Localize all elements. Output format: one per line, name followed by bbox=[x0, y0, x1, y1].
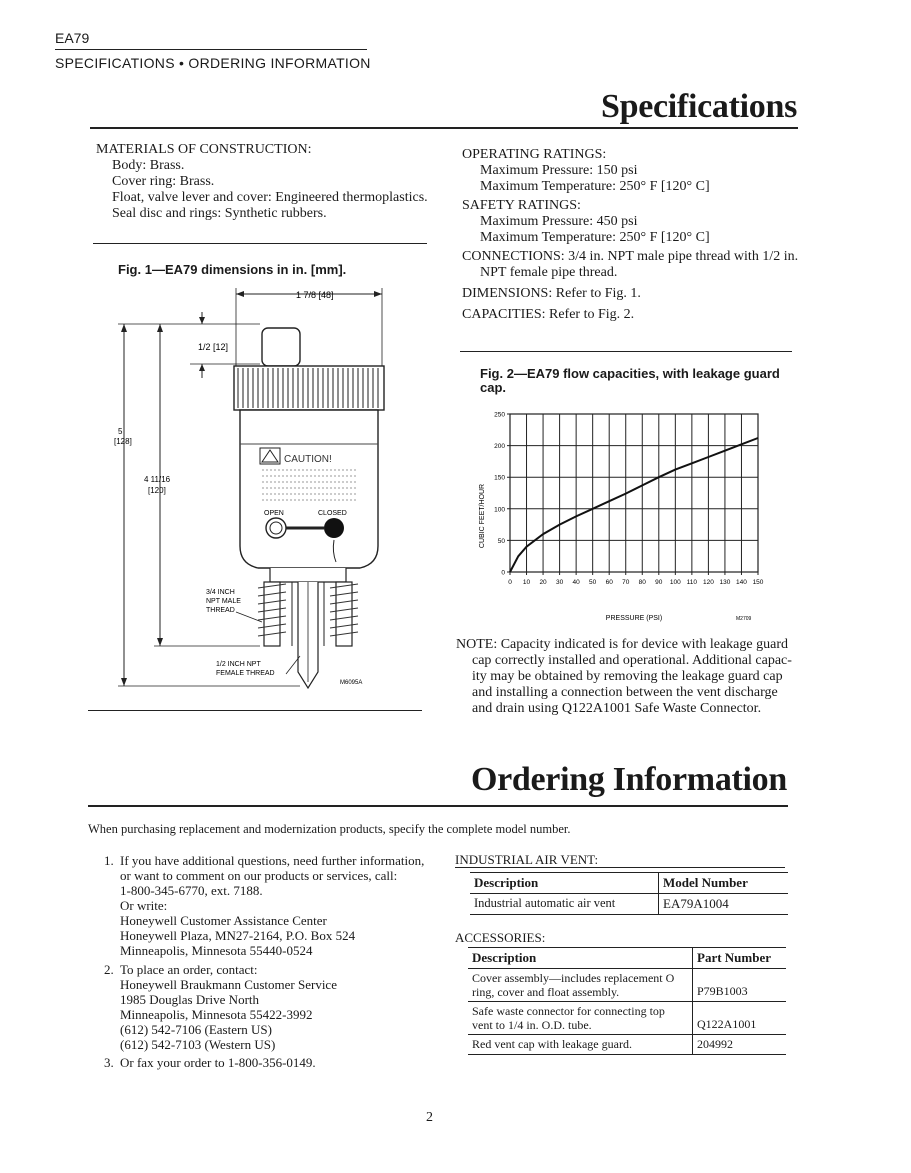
fig1-dimension-drawing bbox=[110, 282, 410, 702]
ordering-title: Ordering Information bbox=[470, 761, 787, 798]
materials-line: Seal disc and rings: Synthetic rubbers. bbox=[112, 206, 327, 221]
industrial-top-rule bbox=[455, 867, 785, 868]
materials-heading: MATERIALS OF CONSTRUCTION: bbox=[96, 142, 312, 157]
safety-line: Maximum Pressure: 450 psi bbox=[480, 214, 638, 229]
vent-cap bbox=[262, 328, 300, 366]
materials-line: Body: Brass. bbox=[112, 158, 185, 173]
capacities-rule bbox=[460, 351, 792, 352]
table-header-row bbox=[470, 873, 788, 894]
table-row bbox=[470, 894, 788, 915]
list-number: 2. bbox=[104, 962, 114, 977]
x-tick-label: 10 bbox=[522, 579, 531, 586]
width-arrow-left bbox=[236, 291, 244, 297]
safety-heading: SAFETY RATINGS: bbox=[462, 198, 581, 213]
y-tick-label: 200 bbox=[494, 443, 505, 451]
fig2-caption bbox=[480, 367, 780, 395]
note-line: NOTE: Capacity indicated is for device with leakage guard bbox=[456, 637, 788, 652]
materials-rule bbox=[93, 243, 427, 244]
x-tick-label: 0 bbox=[508, 579, 512, 586]
connections-line2: NPT female pipe thread. bbox=[480, 265, 618, 280]
width-label: 1 7/8 [48] bbox=[296, 290, 334, 300]
capacities-line: CAPACITIES: Refer to Fig. 2. bbox=[462, 307, 635, 322]
list-item bbox=[104, 853, 444, 963]
x-tick-label: 120 bbox=[702, 579, 714, 586]
y-tick-label: 50 bbox=[497, 537, 505, 545]
x-tick-label: 150 bbox=[752, 579, 764, 586]
fig1-drawing-id: M6095A bbox=[340, 680, 363, 686]
table-row bbox=[468, 1035, 786, 1055]
flow-capacity-chart bbox=[470, 404, 790, 630]
y-tick-label: 150 bbox=[494, 474, 505, 482]
safety-line: Maximum Temperature: 250° F [120° C] bbox=[480, 230, 710, 245]
overall-label-bottom: [128] bbox=[114, 437, 132, 446]
x-tick-label: 140 bbox=[736, 579, 747, 586]
y-tick-label: 100 bbox=[494, 506, 505, 514]
y-tick-label: 250 bbox=[494, 411, 505, 419]
description-header: Description bbox=[468, 948, 693, 969]
ordering-intro: When purchasing replacement and modernization products, specify the complete model number. bbox=[88, 822, 571, 836]
list-text: If you have additional questions, need further information, or want to comment on our products or services, call: 1-800-345-6770, ext. 7188. Or write: Honeywell Customer Assistance Center Honeywell Plaza, MN27-2164, P.O. Box 524 Minneapolis, Minnesota 55440-0524 bbox=[120, 853, 425, 958]
fig1-caption: Fig. 1—EA79 dimensions in in. [mm]. bbox=[118, 262, 347, 277]
note-line: and drain using Q122A1001 Safe Waste Connector. bbox=[472, 701, 762, 716]
operating-line: Maximum Pressure: 150 psi bbox=[480, 163, 638, 178]
closed-label: CLOSED bbox=[318, 510, 347, 517]
list-text: Or fax your order to 1-800-356-0149. bbox=[120, 1055, 316, 1070]
section-header: SPECIFICATIONS • ORDERING INFORMATION bbox=[55, 55, 371, 71]
table-row bbox=[468, 1002, 786, 1035]
table-header-row bbox=[468, 948, 786, 969]
operating-line: Maximum Temperature: 250° F [120° C] bbox=[480, 179, 710, 194]
ratings-block bbox=[462, 147, 802, 323]
male-thread-left bbox=[264, 582, 280, 646]
x-tick-label: 30 bbox=[555, 579, 564, 586]
table-cell: Safe waste connector for connecting top vent to 1/4 in. O.D. tube. bbox=[468, 1002, 693, 1035]
note-block bbox=[456, 637, 801, 717]
valve-body bbox=[240, 410, 378, 568]
x-tick-label: 90 bbox=[655, 579, 663, 586]
part-number-header: Part Number bbox=[697, 950, 772, 965]
chart-ylabel: CUBIC FEET/HOUR bbox=[479, 483, 486, 549]
dimensions-line: DIMENSIONS: Refer to Fig. 1. bbox=[462, 286, 641, 301]
x-tick-label: 80 bbox=[638, 579, 646, 586]
ordering-rule bbox=[88, 805, 788, 807]
width-arrow-right bbox=[374, 291, 382, 297]
x-tick-label: 130 bbox=[719, 579, 731, 586]
model-header: EA79 bbox=[55, 30, 90, 46]
specifications-rule bbox=[90, 127, 798, 129]
open-label: OPEN bbox=[264, 510, 284, 517]
closed-indicator bbox=[324, 518, 344, 538]
industrial-table bbox=[470, 872, 788, 915]
x-tick-label: 110 bbox=[686, 579, 698, 586]
female-label-2: FEMALE THREAD bbox=[216, 670, 275, 677]
table-cell: 204992 bbox=[697, 1037, 733, 1051]
note-line: ity may be obtained by removing the leakage guard cap bbox=[472, 669, 783, 684]
x-tick-label: 70 bbox=[622, 579, 630, 586]
accessories-table bbox=[468, 947, 786, 1055]
materials-block bbox=[96, 142, 456, 222]
materials-line: Float, valve lever and cover: Engineered thermoplastics. bbox=[112, 190, 428, 205]
fig2-caption-line2: cap. bbox=[480, 380, 507, 395]
fig1-rule bbox=[88, 710, 422, 711]
table-cell: EA79A1004 bbox=[663, 896, 729, 911]
specifications-title: Specifications bbox=[600, 88, 797, 125]
table-row bbox=[468, 969, 786, 1002]
x-tick-label: 50 bbox=[589, 579, 597, 586]
operating-heading: OPERATING RATINGS: bbox=[462, 147, 607, 162]
flow-capacity-line bbox=[510, 438, 758, 572]
materials-line: Cover ring: Brass. bbox=[112, 174, 215, 189]
x-tick-label: 60 bbox=[605, 579, 613, 586]
fig2-drawing-id: M2709 bbox=[736, 616, 752, 622]
cover-ring bbox=[234, 366, 384, 410]
thread-label-1: 3/4 INCH bbox=[206, 589, 235, 596]
chart-xlabel: PRESSURE (PSI) bbox=[605, 615, 663, 622]
overall-label-top: 5 bbox=[118, 427, 123, 436]
description-header: Description bbox=[470, 873, 659, 894]
table-cell: Industrial automatic air vent bbox=[470, 894, 659, 915]
list-text: To place an order, contact: Honeywell Braukmann Customer Service 1985 Douglas Drive North Minneapolis, Minnesota 55422-3992 (612) 542-7106 (Eastern US) (612) 542-7103 (Western US) bbox=[120, 962, 337, 1052]
male-thread-right bbox=[336, 582, 352, 646]
accessories-heading: ACCESSORIES: bbox=[455, 930, 546, 945]
chart-frame bbox=[510, 414, 758, 572]
note-line: cap correctly installed and operational. Additional capac- bbox=[472, 653, 792, 668]
page-number: 2 bbox=[426, 1110, 433, 1125]
caution-title: CAUTION! bbox=[284, 454, 332, 465]
cap-label: 1/2 [12] bbox=[198, 342, 229, 352]
body-label: 4 11/16 bbox=[144, 475, 171, 484]
x-tick-label: 20 bbox=[539, 579, 547, 586]
header-rule bbox=[55, 49, 367, 50]
x-tick-label: 100 bbox=[669, 579, 681, 586]
y-tick-label: 0 bbox=[501, 569, 505, 577]
x-tick-label: 40 bbox=[572, 579, 580, 586]
table-cell: Red vent cap with leakage guard. bbox=[468, 1035, 693, 1055]
thread-label-2: NPT MALE bbox=[206, 598, 241, 605]
connections-line1: CONNECTIONS: 3/4 in. NPT male pipe thread with 1/2 in. bbox=[462, 249, 799, 264]
table-cell: Cover assembly—includes replacement O ring, cover and float assembly. bbox=[468, 969, 693, 1002]
thread-label-3: THREAD bbox=[206, 607, 235, 614]
table-cell: P79B1003 bbox=[697, 984, 748, 998]
fig2-caption-line1: Fig. 2—EA79 flow capacities, with leakage guard bbox=[480, 366, 780, 381]
list-number: 1. bbox=[104, 853, 114, 868]
model-number-header: Model Number bbox=[663, 875, 748, 890]
list-item bbox=[104, 1055, 444, 1073]
body-label-mm: [120] bbox=[148, 486, 166, 495]
list-number: 3. bbox=[104, 1055, 114, 1070]
note-line: and installing a connection between the vent discharge bbox=[472, 685, 778, 700]
industrial-heading: INDUSTRIAL AIR VENT: bbox=[455, 852, 599, 867]
table-cell: Q122A1001 bbox=[697, 1017, 757, 1031]
female-label-1: 1/2 INCH NPT bbox=[216, 661, 261, 668]
list-item bbox=[104, 962, 444, 1057]
